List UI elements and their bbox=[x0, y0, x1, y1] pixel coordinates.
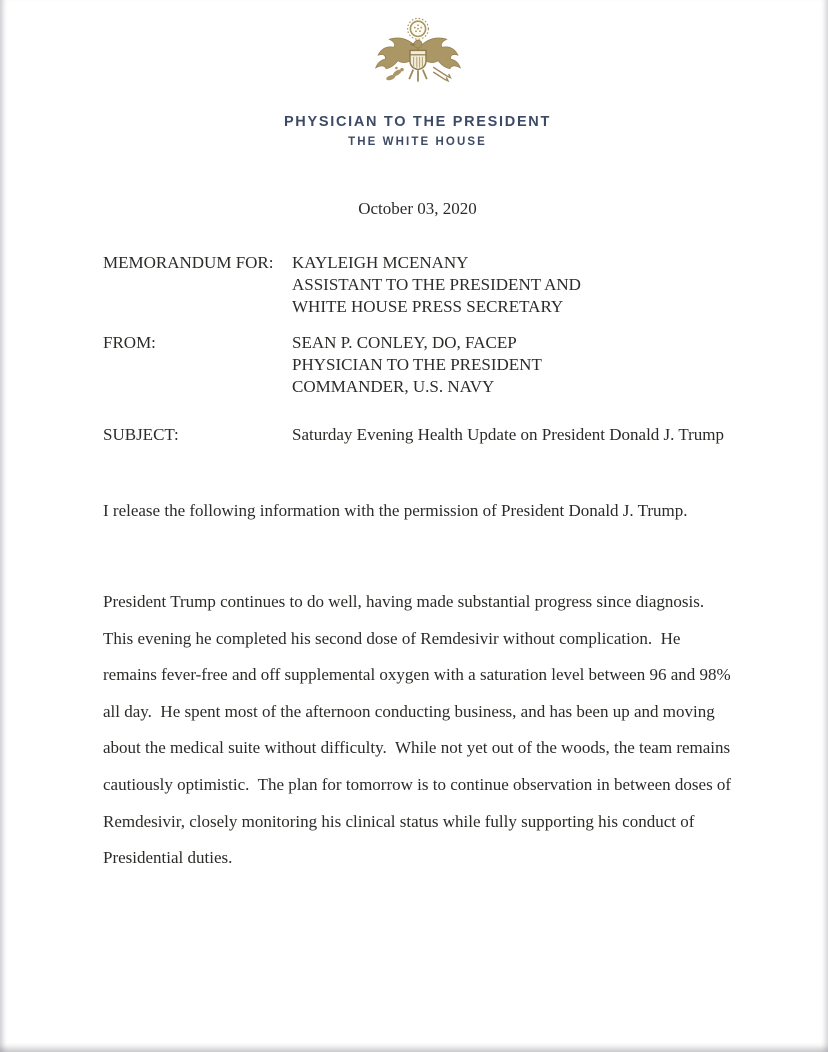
letterhead-subtitle: THE WHITE HOUSE bbox=[348, 136, 487, 148]
memo-field-value-line: PHYSICIAN TO THE PRESIDENT bbox=[292, 355, 542, 374]
memo-field-value-line: COMMANDER, U.S. NAVY bbox=[292, 377, 495, 396]
memo-field-label: SUBJECT: bbox=[103, 425, 179, 444]
presidential-seal-icon bbox=[370, 14, 466, 106]
memo-field-row-from bbox=[103, 332, 732, 398]
seal-tail bbox=[409, 70, 427, 82]
letterhead-title: PHYSICIAN TO THE PRESIDENT bbox=[283, 114, 552, 130]
body-paragraph-health-update: President Trump continues to do well, having made substantial progress since diagnosis. This evening he completed his second dose of Remdesivir without complication. He remains fever-free and off supplemental oxygen with a saturation level between 96 and 98% all day. He spent most of the afternoon conducting business, and has been up and moving about the medical suite without difficulty. While not yet out of the woods, the team remains cautiously optimistic. The plan for tomorrow is to continue observation in between doses of Remdesivir, closely monitoring his clinical status while fully supporting his conduct of Presidential duties. bbox=[103, 592, 736, 868]
memo-field-value-line: WHITE HOUSE PRESS SECRETARY bbox=[292, 297, 564, 316]
memo-field-value-line: KAYLEIGH MCENANY bbox=[292, 253, 469, 272]
memo-field-label: MEMORANDUM FOR: bbox=[103, 253, 274, 272]
memo-fields bbox=[103, 252, 732, 446]
memo-field-value-line: SEAN P. CONLEY, DO, FACEP bbox=[292, 333, 517, 352]
memo-field-value bbox=[292, 332, 732, 398]
memo-field-value-line: ASSISTANT TO THE PRESIDENT AND bbox=[292, 275, 581, 294]
memo-field-value-line: Saturday Evening Health Update on President Donald J. Trump bbox=[292, 425, 725, 444]
memo-date: October 03, 2020 bbox=[358, 199, 477, 218]
seal-arrows bbox=[433, 67, 450, 81]
letterhead bbox=[103, 14, 732, 148]
seal-eagle-head bbox=[414, 40, 422, 48]
memo-field-label: FROM: bbox=[103, 333, 156, 352]
body-paragraph-release-statement: I release the following information with the permission of President Donald J. Trump. bbox=[103, 501, 688, 520]
memo-body bbox=[103, 500, 736, 877]
memo-field-value bbox=[292, 252, 732, 318]
seal-shield bbox=[410, 50, 426, 69]
memo-field-value bbox=[292, 424, 732, 446]
memo-field-row-subject bbox=[103, 424, 732, 446]
seal-olive-branch bbox=[385, 67, 403, 82]
memo-field-row-memorandum-for bbox=[103, 252, 732, 318]
